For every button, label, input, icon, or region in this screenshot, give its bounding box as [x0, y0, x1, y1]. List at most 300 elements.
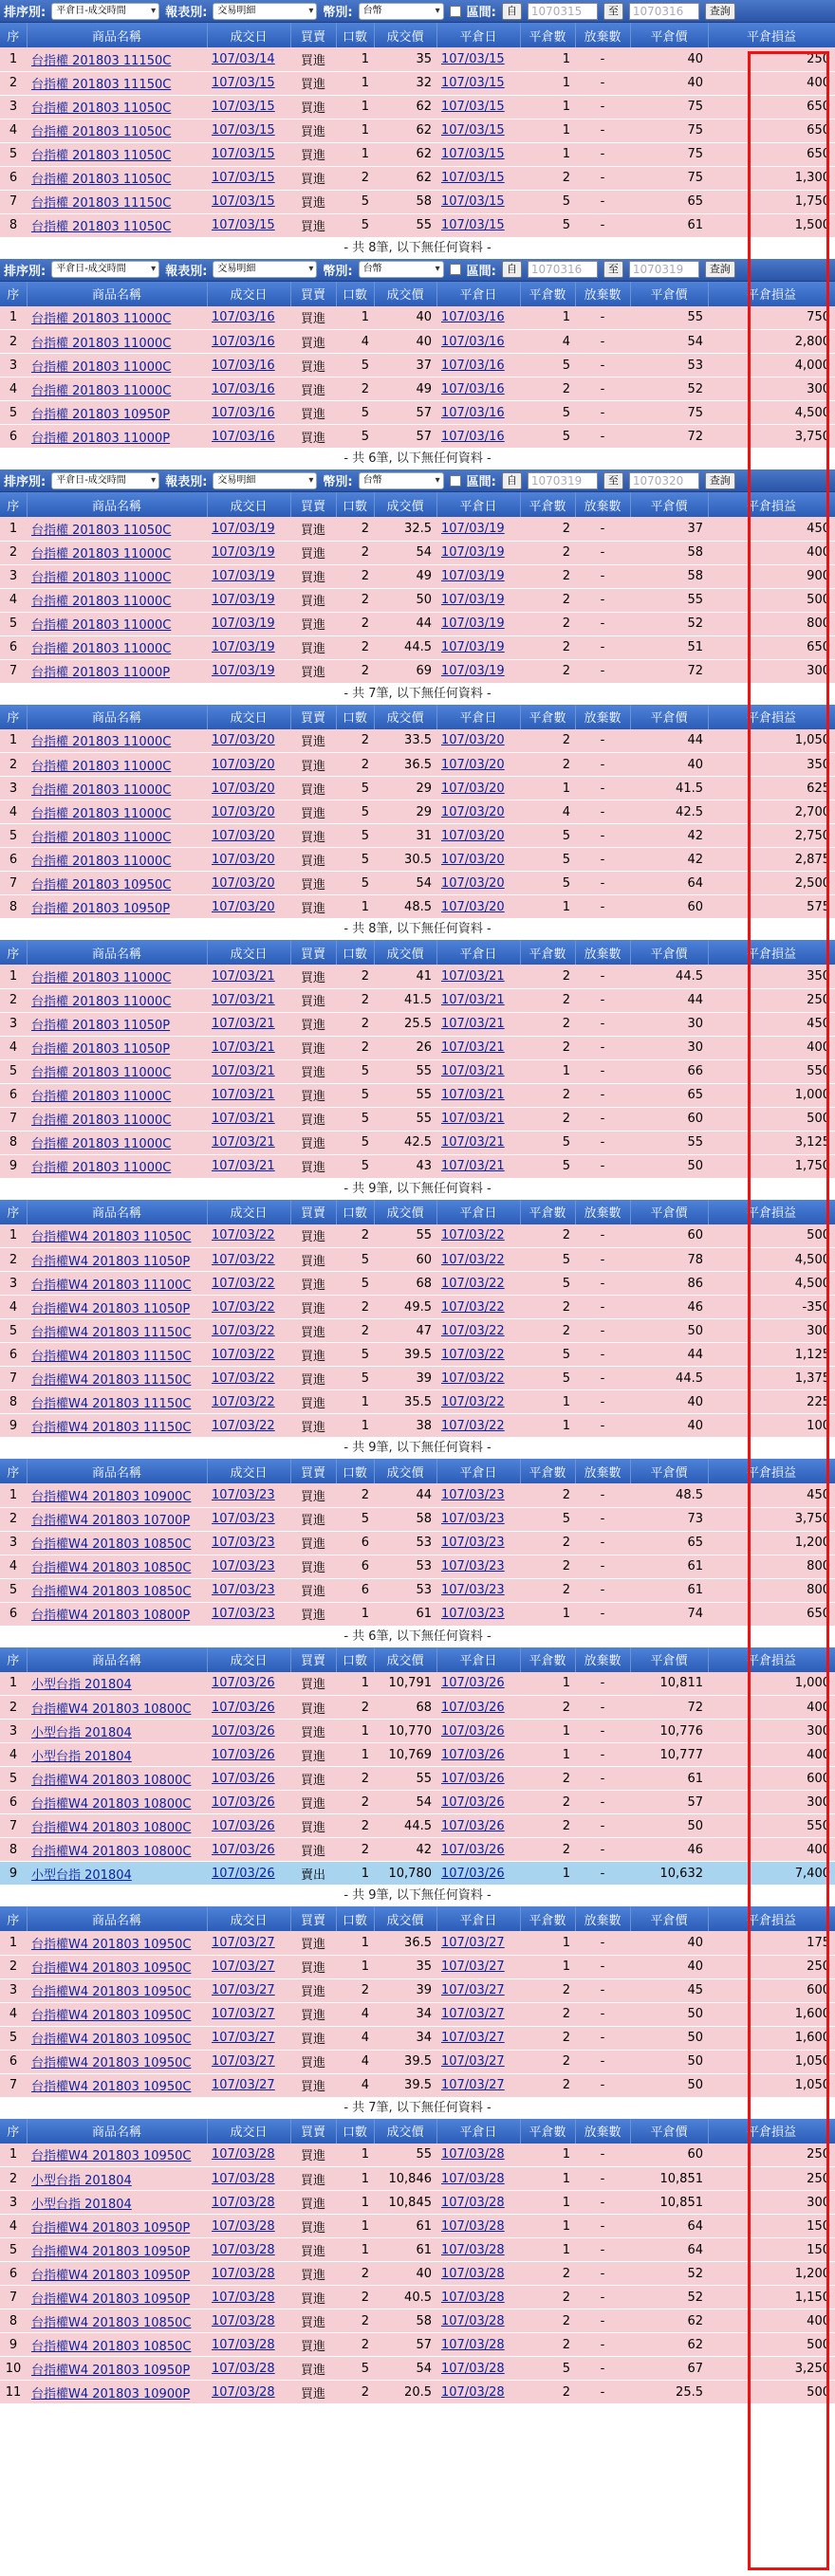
table-row[interactable] [0, 1224, 835, 1248]
date-link[interactable]: 107/03/23 [212, 1536, 275, 1550]
table-row[interactable] [0, 1531, 835, 1555]
range-checkbox[interactable] [450, 6, 461, 17]
currency-select[interactable]: 台幣 ▾ [359, 261, 444, 278]
table-row[interactable] [0, 71, 835, 95]
date-link[interactable]: 107/03/28 [212, 2313, 275, 2328]
product-link[interactable]: 台指權W4 201803 10950C [31, 2149, 192, 2164]
product-link[interactable]: 小型台指 201804 [31, 2173, 132, 2188]
table-row[interactable] [0, 1767, 835, 1791]
sort-select[interactable]: 平倉日-成交時間 ▾ [51, 472, 159, 489]
date-link[interactable]: 107/03/22 [212, 1299, 275, 1315]
date-link[interactable]: 107/03/20 [212, 804, 275, 819]
date-link[interactable]: 107/03/21 [212, 968, 275, 984]
date-link[interactable]: 107/03/22 [441, 1323, 505, 1338]
date-link[interactable]: 107/03/22 [441, 1228, 505, 1243]
date-link[interactable]: 107/03/21 [441, 1017, 505, 1031]
table-row[interactable] [0, 635, 835, 659]
to-date-input[interactable]: 1070319 [629, 261, 699, 278]
product-link[interactable]: 台指權 201803 11000C [31, 1090, 172, 1104]
date-link[interactable]: 107/03/28 [441, 2384, 505, 2400]
table-row[interactable] [0, 1743, 835, 1767]
table-row[interactable] [0, 47, 835, 71]
date-link[interactable]: 107/03/26 [441, 1818, 505, 1833]
table-row[interactable] [0, 1343, 835, 1367]
table-row[interactable] [0, 541, 835, 564]
date-link[interactable]: 107/03/19 [212, 640, 275, 654]
table-row[interactable] [0, 166, 835, 190]
product-link[interactable]: 台指權W4 201803 10850C [31, 1585, 192, 1599]
date-link[interactable]: 107/03/28 [212, 2195, 275, 2210]
table-row[interactable] [0, 517, 835, 541]
date-link[interactable]: 107/03/20 [441, 899, 505, 914]
product-link[interactable]: 台指權W4 201803 10950P [31, 2244, 191, 2259]
date-link[interactable]: 107/03/20 [212, 875, 275, 891]
date-link[interactable]: 107/03/22 [212, 1228, 275, 1243]
date-link[interactable]: 107/03/15 [212, 171, 275, 185]
table-row[interactable] [0, 1862, 835, 1886]
date-link[interactable]: 107/03/28 [212, 2337, 275, 2352]
table-row[interactable] [0, 213, 835, 237]
product-link[interactable]: 台指權W4 201803 10950C [31, 2056, 192, 2070]
table-row[interactable] [0, 729, 835, 753]
product-link[interactable]: 台指權 201803 11050C [31, 125, 172, 139]
product-link[interactable]: 台指權 201803 10950P [31, 901, 171, 916]
product-link[interactable]: 台指權W4 201803 11050P [31, 1301, 191, 1316]
table-row[interactable] [0, 1791, 835, 1814]
date-link[interactable]: 107/03/20 [441, 828, 505, 843]
table-row[interactable] [0, 800, 835, 824]
date-link[interactable]: 107/03/28 [441, 2147, 505, 2162]
table-row[interactable] [0, 848, 835, 872]
date-link[interactable]: 107/03/20 [212, 828, 275, 843]
date-link[interactable]: 107/03/23 [441, 1512, 505, 1526]
table-row[interactable] [0, 2381, 835, 2404]
date-link[interactable]: 107/03/26 [212, 1818, 275, 1833]
table-row[interactable] [0, 1555, 835, 1578]
product-link[interactable]: 台指權 201803 11000C [31, 1066, 172, 1080]
date-link[interactable]: 107/03/20 [441, 875, 505, 891]
product-link[interactable]: 台指權W4 201803 10950C [31, 1985, 192, 1999]
date-link[interactable]: 107/03/20 [441, 804, 505, 819]
product-link[interactable]: 台指權W4 201803 10900C [31, 1489, 192, 1504]
date-link[interactable]: 107/03/28 [441, 2242, 505, 2257]
product-link[interactable]: 台指權W4 201803 11050P [31, 1254, 191, 1269]
table-row[interactable] [0, 1483, 835, 1507]
date-link[interactable]: 107/03/23 [441, 1607, 505, 1621]
table-row[interactable] [0, 1296, 835, 1319]
date-link[interactable]: 107/03/27 [441, 2031, 505, 2045]
date-link[interactable]: 107/03/28 [212, 2242, 275, 2257]
date-link[interactable]: 107/03/15 [441, 76, 505, 90]
date-link[interactable]: 107/03/23 [212, 1512, 275, 1526]
date-link[interactable]: 107/03/19 [441, 545, 505, 560]
table-row[interactable] [0, 2191, 835, 2215]
product-link[interactable]: 台指權 201803 11050C [31, 523, 172, 538]
date-link[interactable]: 107/03/22 [441, 1418, 505, 1433]
product-link[interactable]: 台指權 201803 11000C [31, 547, 172, 561]
product-link[interactable]: 台指權 201803 11000C [31, 970, 172, 985]
query-button[interactable]: 查詢 [705, 3, 735, 20]
date-link[interactable]: 107/03/22 [212, 1394, 275, 1409]
table-row[interactable] [0, 1978, 835, 2002]
date-link[interactable]: 107/03/26 [212, 1771, 275, 1786]
product-link[interactable]: 小型台指 201804 [31, 1725, 132, 1740]
date-link[interactable]: 107/03/27 [212, 2031, 275, 2045]
table-row[interactable] [0, 1578, 835, 1602]
date-link[interactable]: 107/03/15 [441, 218, 505, 232]
table-row[interactable] [0, 2073, 835, 2097]
date-link[interactable]: 107/03/19 [212, 616, 275, 631]
date-link[interactable]: 107/03/27 [441, 2007, 505, 2021]
product-link[interactable]: 台指權 201803 11150C [31, 53, 172, 68]
table-row[interactable] [0, 1696, 835, 1720]
table-row[interactable] [0, 1672, 835, 1696]
table-row[interactable] [0, 659, 835, 683]
product-link[interactable]: 小型台指 201804 [31, 2197, 132, 2212]
product-link[interactable]: 台指權 201803 11150C [31, 78, 172, 92]
product-link[interactable]: 台指權 201803 11000C [31, 1113, 172, 1128]
table-row[interactable] [0, 190, 835, 213]
table-row[interactable] [0, 1507, 835, 1531]
date-link[interactable]: 107/03/19 [441, 569, 505, 583]
date-link[interactable]: 107/03/15 [212, 147, 275, 161]
date-link[interactable]: 107/03/28 [212, 2218, 275, 2234]
product-link[interactable]: 台指權 201803 11000C [31, 830, 172, 845]
product-link[interactable]: 小型台指 201804 [31, 1678, 132, 1693]
date-link[interactable]: 107/03/16 [212, 381, 275, 396]
table-row[interactable] [0, 1602, 835, 1626]
date-link[interactable]: 107/03/15 [441, 171, 505, 185]
date-link[interactable]: 107/03/20 [212, 781, 275, 796]
table-row[interactable] [0, 2333, 835, 2357]
product-link[interactable]: 台指權W4 201803 10950P [31, 2363, 191, 2378]
table-row[interactable] [0, 1131, 835, 1154]
date-link[interactable]: 107/03/23 [441, 1487, 505, 1502]
product-link[interactable]: 台指權 201803 11050C [31, 173, 172, 187]
table-row[interactable] [0, 1248, 835, 1272]
product-link[interactable]: 台指權W4 201803 10950P [31, 2220, 191, 2236]
date-link[interactable]: 107/03/21 [212, 1088, 275, 1102]
table-row[interactable] [0, 2238, 835, 2262]
product-link[interactable]: 台指權 201803 11150C [31, 196, 172, 211]
table-row[interactable] [0, 588, 835, 612]
table-row[interactable] [0, 872, 835, 895]
product-link[interactable]: 台指權W4 201803 10800C [31, 1820, 192, 1835]
date-link[interactable]: 107/03/28 [212, 2171, 275, 2186]
date-link[interactable]: 107/03/20 [441, 733, 505, 748]
date-link[interactable]: 107/03/16 [441, 381, 505, 396]
product-link[interactable]: 小型台指 201804 [31, 1868, 132, 1883]
date-link[interactable]: 107/03/27 [441, 1983, 505, 1997]
date-link[interactable]: 107/03/22 [441, 1371, 505, 1386]
table-row[interactable] [0, 142, 835, 166]
date-link[interactable]: 107/03/28 [212, 2290, 275, 2305]
table-row[interactable] [0, 1931, 835, 1955]
date-link[interactable]: 107/03/15 [212, 76, 275, 90]
date-link[interactable]: 107/03/15 [212, 123, 275, 138]
table-row[interactable] [0, 2026, 835, 2050]
date-link[interactable]: 107/03/28 [212, 2266, 275, 2281]
report-select[interactable]: 交易明細 ▾ [213, 3, 317, 20]
date-link[interactable]: 107/03/26 [212, 1842, 275, 1857]
date-link[interactable]: 107/03/21 [212, 1159, 275, 1173]
date-link[interactable]: 107/03/27 [441, 2078, 505, 2092]
sort-select[interactable]: 平倉日-成交時間 ▾ [51, 3, 159, 20]
table-row[interactable] [0, 119, 835, 142]
date-link[interactable]: 107/03/23 [441, 1536, 505, 1550]
range-checkbox[interactable] [450, 264, 461, 275]
date-link[interactable]: 107/03/23 [212, 1559, 275, 1573]
product-link[interactable]: 台指權W4 201803 10700P [31, 1514, 191, 1528]
date-link[interactable]: 107/03/26 [212, 1794, 275, 1810]
date-link[interactable]: 107/03/15 [212, 218, 275, 232]
date-link[interactable]: 107/03/23 [441, 1583, 505, 1597]
query-button[interactable]: 查詢 [705, 472, 735, 489]
product-link[interactable]: 台指權W4 201803 10850C [31, 2339, 192, 2354]
table-row[interactable] [0, 306, 835, 330]
date-link[interactable]: 107/03/22 [212, 1252, 275, 1267]
date-link[interactable]: 107/03/19 [212, 569, 275, 583]
date-link[interactable]: 107/03/15 [212, 194, 275, 209]
table-row[interactable] [0, 2050, 835, 2073]
date-link[interactable]: 107/03/20 [441, 757, 505, 772]
table-row[interactable] [0, 2309, 835, 2333]
query-button[interactable]: 查詢 [705, 261, 735, 278]
table-row[interactable] [0, 777, 835, 800]
product-link[interactable]: 小型台指 201804 [31, 1749, 132, 1764]
table-row[interactable] [0, 2357, 835, 2381]
product-link[interactable]: 台指權 201803 11000C [31, 735, 172, 750]
date-link[interactable]: 107/03/26 [441, 1866, 505, 1881]
date-link[interactable]: 107/03/22 [441, 1347, 505, 1362]
date-link[interactable]: 107/03/26 [441, 1747, 505, 1762]
product-link[interactable]: 台指權W4 201803 10800C [31, 1773, 192, 1788]
date-link[interactable]: 107/03/20 [212, 899, 275, 914]
table-row[interactable] [0, 2002, 835, 2026]
date-link[interactable]: 107/03/21 [441, 1088, 505, 1102]
table-row[interactable] [0, 377, 835, 401]
date-link[interactable]: 107/03/28 [441, 2290, 505, 2305]
date-link[interactable]: 107/03/20 [212, 733, 275, 748]
table-row[interactable] [0, 1154, 835, 1178]
table-row[interactable] [0, 1814, 835, 1838]
table-row[interactable] [0, 1107, 835, 1131]
product-link[interactable]: 台指權W4 201803 11150C [31, 1396, 192, 1411]
table-row[interactable] [0, 965, 835, 988]
table-row[interactable] [0, 401, 835, 425]
date-link[interactable]: 107/03/15 [212, 100, 275, 114]
date-link[interactable]: 107/03/16 [441, 358, 505, 373]
table-row[interactable] [0, 1059, 835, 1083]
table-row[interactable] [0, 354, 835, 377]
product-link[interactable]: 台指權 201803 11000C [31, 1137, 172, 1151]
product-link[interactable]: 台指權 201803 11000C [31, 1161, 172, 1175]
date-link[interactable]: 107/03/27 [212, 2054, 275, 2069]
date-link[interactable]: 107/03/26 [212, 1723, 275, 1739]
date-link[interactable]: 107/03/22 [212, 1418, 275, 1433]
date-link[interactable]: 107/03/28 [441, 2266, 505, 2281]
date-link[interactable]: 107/03/23 [441, 1559, 505, 1573]
from-date-input[interactable]: 1070319 [528, 472, 598, 489]
date-link[interactable]: 107/03/19 [441, 640, 505, 654]
date-link[interactable]: 107/03/16 [441, 310, 505, 325]
date-link[interactable]: 107/03/27 [212, 1960, 275, 1974]
date-link[interactable]: 107/03/26 [441, 1771, 505, 1786]
date-link[interactable]: 107/03/15 [441, 147, 505, 161]
date-link[interactable]: 107/03/21 [212, 1017, 275, 1031]
date-link[interactable]: 107/03/23 [212, 1607, 275, 1621]
product-link[interactable]: 台指權 201803 11000C [31, 595, 172, 609]
table-row[interactable] [0, 753, 835, 777]
product-link[interactable]: 台指權 201803 11000C [31, 995, 172, 1009]
date-link[interactable]: 107/03/28 [441, 2361, 505, 2376]
product-link[interactable]: 台指權 201803 11000C [31, 854, 172, 869]
date-link[interactable]: 107/03/23 [212, 1583, 275, 1597]
date-link[interactable]: 107/03/19 [441, 664, 505, 678]
date-link[interactable]: 107/03/16 [212, 429, 275, 444]
from-date-input[interactable]: 1070316 [528, 261, 598, 278]
date-link[interactable]: 107/03/26 [212, 1866, 275, 1881]
date-link[interactable]: 107/03/22 [441, 1299, 505, 1315]
date-link[interactable]: 107/03/21 [441, 1040, 505, 1055]
date-link[interactable]: 107/03/28 [212, 2384, 275, 2400]
product-link[interactable]: 台指權 201803 11000C [31, 782, 172, 798]
date-link[interactable]: 107/03/15 [441, 51, 505, 66]
product-link[interactable]: 台指權W4 201803 10950C [31, 1961, 192, 1976]
table-row[interactable] [0, 1720, 835, 1743]
date-link[interactable]: 107/03/28 [441, 2218, 505, 2234]
product-link[interactable]: 台指權 201803 11000P [31, 431, 171, 446]
from-date-input[interactable]: 1070315 [528, 3, 598, 20]
report-select[interactable]: 交易明細 ▾ [213, 472, 317, 489]
date-link[interactable]: 107/03/21 [212, 1135, 275, 1150]
table-row[interactable] [0, 988, 835, 1012]
date-link[interactable]: 107/03/26 [441, 1676, 505, 1691]
product-link[interactable]: 台指權 201803 11050C [31, 220, 172, 234]
date-link[interactable]: 107/03/21 [212, 1112, 275, 1126]
product-link[interactable]: 台指權 201803 11050P [31, 1042, 171, 1057]
product-link[interactable]: 台指權W4 201803 10950P [31, 2268, 191, 2283]
table-row[interactable] [0, 1367, 835, 1390]
table-row[interactable] [0, 1838, 835, 1862]
date-link[interactable]: 107/03/28 [441, 2195, 505, 2210]
date-link[interactable]: 107/03/21 [441, 1112, 505, 1126]
table-row[interactable] [0, 2144, 835, 2167]
date-link[interactable]: 107/03/19 [212, 545, 275, 560]
date-link[interactable]: 107/03/19 [212, 521, 275, 536]
product-link[interactable]: 台指權W4 201803 10850C [31, 2315, 192, 2330]
date-link[interactable]: 107/03/20 [441, 852, 505, 867]
date-link[interactable]: 107/03/28 [441, 2313, 505, 2328]
product-link[interactable]: 台指權 201803 11000P [31, 666, 171, 680]
date-link[interactable]: 107/03/27 [441, 1960, 505, 1974]
product-link[interactable]: 台指權W4 201803 11150C [31, 1372, 192, 1388]
date-link[interactable]: 107/03/16 [212, 334, 275, 349]
date-link[interactable]: 107/03/19 [441, 521, 505, 536]
table-row[interactable] [0, 2286, 835, 2309]
product-link[interactable]: 台指權 201803 11000C [31, 571, 172, 585]
date-link[interactable]: 107/03/16 [212, 358, 275, 373]
date-link[interactable]: 107/03/22 [441, 1394, 505, 1409]
date-link[interactable]: 107/03/27 [212, 1935, 275, 1950]
product-link[interactable]: 台指權 201803 11000C [31, 759, 172, 774]
product-link[interactable]: 台指權W4 201803 10950C [31, 1937, 192, 1952]
date-link[interactable]: 107/03/21 [441, 1135, 505, 1150]
date-link[interactable]: 107/03/15 [441, 194, 505, 209]
to-date-input[interactable]: 1070320 [629, 472, 699, 489]
date-link[interactable]: 107/03/26 [441, 1842, 505, 1857]
table-row[interactable] [0, 1319, 835, 1343]
product-link[interactable]: 台指權 201803 11050P [31, 1019, 171, 1033]
date-link[interactable]: 107/03/23 [212, 1487, 275, 1502]
date-link[interactable]: 107/03/16 [441, 334, 505, 349]
product-link[interactable]: 台指權W4 201803 10800C [31, 1796, 192, 1812]
product-link[interactable]: 台指權W4 201803 11050C [31, 1230, 192, 1245]
date-link[interactable]: 107/03/15 [441, 123, 505, 138]
date-link[interactable]: 107/03/22 [441, 1252, 505, 1267]
date-link[interactable]: 107/03/21 [212, 1064, 275, 1078]
date-link[interactable]: 107/03/19 [441, 593, 505, 607]
to-date-input[interactable]: 1070316 [629, 3, 699, 20]
product-link[interactable]: 台指權W4 201803 10950C [31, 2080, 192, 2094]
table-row[interactable] [0, 2167, 835, 2191]
table-row[interactable] [0, 2262, 835, 2286]
date-link[interactable]: 107/03/21 [441, 968, 505, 984]
date-link[interactable]: 107/03/15 [441, 100, 505, 114]
sort-select[interactable]: 平倉日-成交時間 ▾ [51, 261, 159, 278]
range-checkbox[interactable] [450, 475, 461, 487]
date-link[interactable]: 107/03/22 [441, 1276, 505, 1291]
date-link[interactable]: 107/03/14 [212, 51, 275, 66]
date-link[interactable]: 107/03/19 [212, 664, 275, 678]
date-link[interactable]: 107/03/26 [212, 1700, 275, 1715]
date-link[interactable]: 107/03/22 [212, 1347, 275, 1362]
date-link[interactable]: 107/03/26 [212, 1676, 275, 1691]
date-link[interactable]: 107/03/26 [212, 1747, 275, 1762]
product-link[interactable]: 台指權W4 201803 10950P [31, 2291, 191, 2307]
product-link[interactable]: 台指權 201803 10950P [31, 407, 171, 422]
product-link[interactable]: 台指權 201803 11000C [31, 336, 172, 351]
product-link[interactable]: 台指權W4 201803 11150C [31, 1349, 192, 1364]
date-link[interactable]: 107/03/19 [441, 616, 505, 631]
date-link[interactable]: 107/03/27 [212, 1983, 275, 1997]
table-row[interactable] [0, 1036, 835, 1059]
table-row[interactable] [0, 564, 835, 588]
product-link[interactable]: 台指權 201803 11050C [31, 149, 172, 163]
date-link[interactable]: 107/03/20 [212, 757, 275, 772]
date-link[interactable]: 107/03/22 [212, 1371, 275, 1386]
product-link[interactable]: 台指權 201803 10950C [31, 877, 172, 892]
date-link[interactable]: 107/03/26 [441, 1723, 505, 1739]
product-link[interactable]: 台指權W4 201803 11150C [31, 1325, 192, 1340]
date-link[interactable]: 107/03/26 [441, 1700, 505, 1715]
product-link[interactable]: 台指權 201803 11000C [31, 312, 172, 327]
table-row[interactable] [0, 1083, 835, 1107]
date-link[interactable]: 107/03/27 [441, 1935, 505, 1950]
date-link[interactable]: 107/03/27 [212, 2078, 275, 2092]
date-link[interactable]: 107/03/16 [441, 429, 505, 444]
product-link[interactable]: 台指權W4 201803 10800C [31, 1844, 192, 1859]
date-link[interactable]: 107/03/28 [212, 2147, 275, 2162]
table-row[interactable] [0, 895, 835, 919]
product-link[interactable]: 台指權 201803 11000C [31, 359, 172, 375]
product-link[interactable]: 台指權W4 201803 11150C [31, 1420, 192, 1435]
date-link[interactable]: 107/03/16 [441, 405, 505, 420]
date-link[interactable]: 107/03/20 [212, 852, 275, 867]
product-link[interactable]: 台指權W4 201803 10900P [31, 2386, 191, 2401]
table-row[interactable] [0, 824, 835, 848]
product-link[interactable]: 台指權W4 201803 10950C [31, 2033, 192, 2047]
